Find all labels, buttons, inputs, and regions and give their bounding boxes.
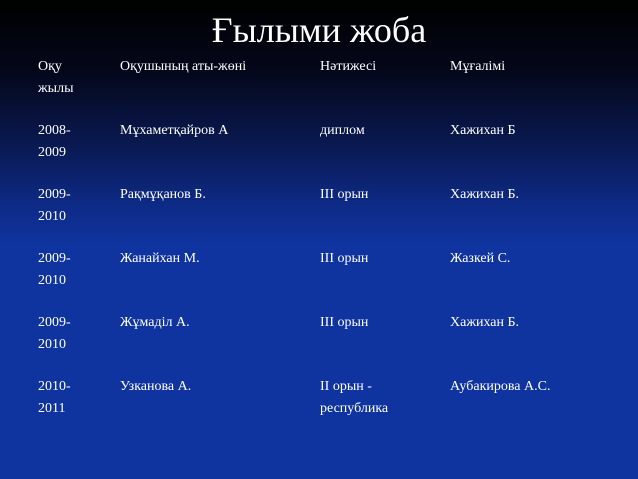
cell-teacher: Хажихан Б [450, 123, 516, 138]
cell-result: III орын [320, 187, 369, 202]
cell-teacher: Аубакирова А.С. [450, 379, 551, 394]
cell-student-name: Мұхаметқайров А [120, 123, 229, 138]
table-header-row [30, 52, 620, 116]
cell-result: III орын [320, 315, 369, 330]
cell-result: III орын [320, 251, 369, 266]
table-row [30, 308, 620, 372]
cell-student-name: Жұмаділ А. [120, 315, 190, 330]
table-row [30, 372, 620, 436]
cell-year: 2008- 2009 [38, 123, 71, 160]
cell-student-name: Рақмұқанов Б. [120, 187, 206, 202]
cell-year: 2009- 2010 [38, 187, 71, 224]
header-teacher: Мұғалімі [450, 59, 506, 74]
cell-teacher: Хажихан Б. [450, 187, 520, 202]
cell-result: II орын - республика [320, 379, 389, 416]
table-row [30, 116, 620, 180]
cell-student-name: Узканова А. [120, 379, 192, 394]
results-table [30, 52, 620, 436]
slide-title: Ғылыми жоба [211, 10, 427, 50]
cell-teacher: Жазкей С. [450, 251, 511, 266]
cell-year: 2009- 2010 [38, 251, 71, 288]
cell-teacher: Хажихан Б. [450, 315, 520, 330]
table-row [30, 244, 620, 308]
header-result: Нәтижесі [320, 59, 377, 74]
cell-year: 2010- 2011 [38, 379, 71, 416]
header-year: Оқу жылы [38, 59, 74, 96]
header-student-name: Оқушының аты-жөні [120, 59, 247, 74]
cell-result: диплом [320, 123, 365, 138]
table-row [30, 180, 620, 244]
cell-student-name: Жанайхан М. [120, 251, 200, 266]
cell-year: 2009- 2010 [38, 315, 71, 352]
